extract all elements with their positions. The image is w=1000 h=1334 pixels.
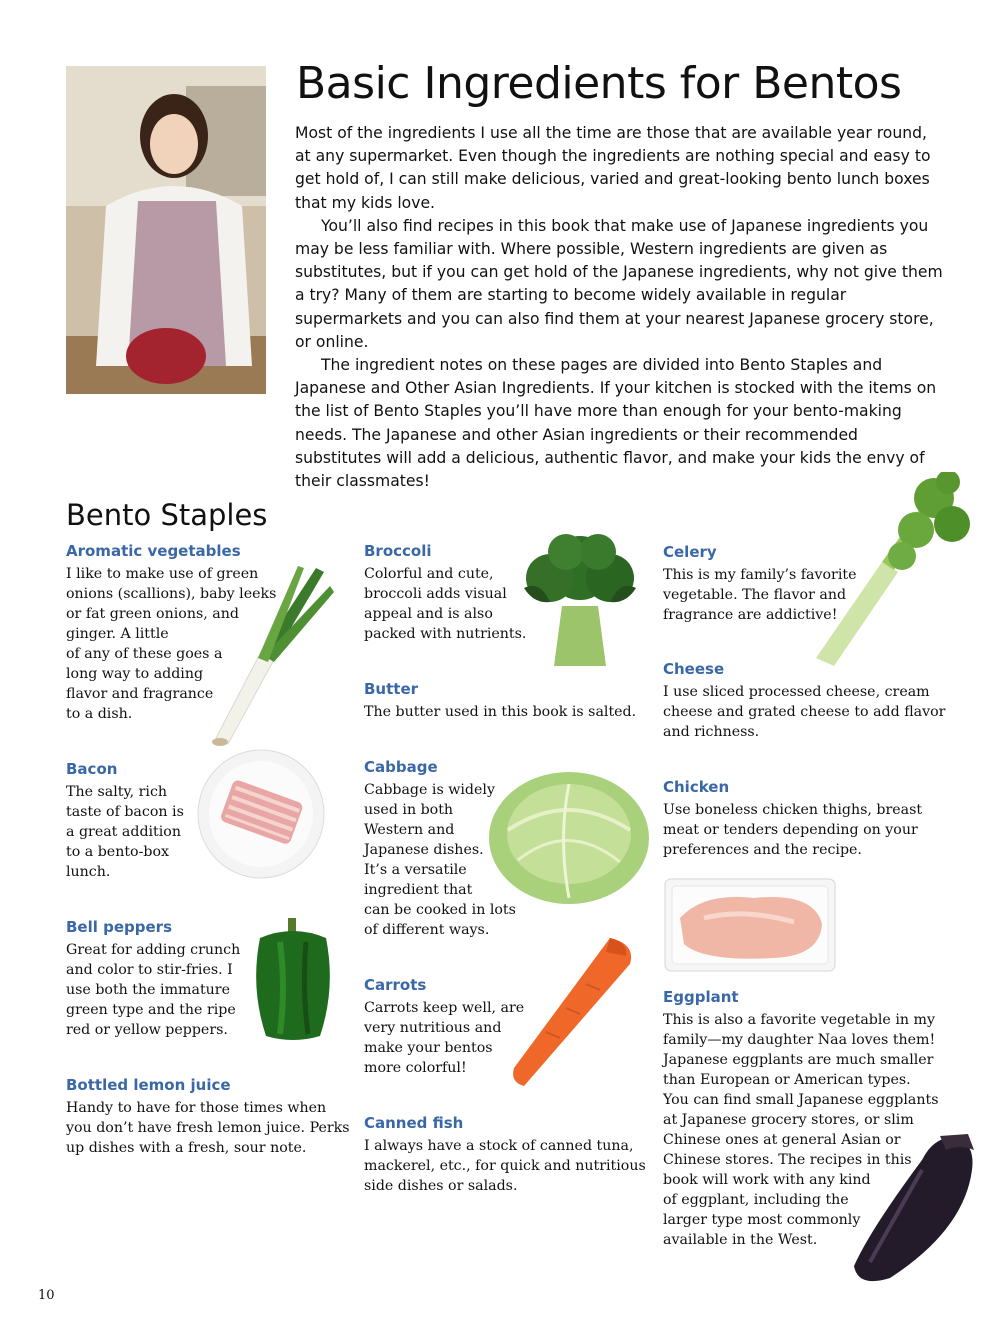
body-line: Western and	[364, 822, 455, 838]
body-line: cheese and grated cheese to add flavor	[663, 704, 946, 720]
body-line: The butter used in this book is salted.	[364, 704, 637, 720]
broccoli-image	[510, 528, 650, 670]
intro-paragraph: The ingredient notes on these pages are divided into Bento Staples and Japanese and Other Asian Ingredients. If your kitchen is stocked with the items on the list of Bento Staples you’ll have more than enough for your bento-making needs. The Japanese and other Asian ingredients or their recommended substitutes will add a delicious, authentic flavor, and make your kids the envy of their classmates!	[295, 356, 937, 491]
body-line: Chinese ones at general Asian or	[663, 1132, 901, 1148]
heading-butter: Butter	[364, 680, 419, 698]
body-line: I always have a stock of canned tuna,	[364, 1138, 634, 1154]
body-line: meat or tenders depending on your	[663, 822, 918, 838]
body-line: preferences and the recipe.	[663, 842, 862, 858]
body-bell-peppers	[66, 940, 256, 1040]
body-line: or fat green onions, and	[66, 606, 239, 622]
heading-canned-fish: Canned fish	[364, 1114, 464, 1132]
heading-broccoli: Broccoli	[364, 542, 432, 560]
body-line: a great addition	[66, 824, 181, 840]
body-line: and color to stir-fries. I	[66, 962, 233, 978]
body-line: green type and the ripe	[66, 1002, 236, 1018]
body-line: mackerel, etc., for quick and nutritious	[364, 1158, 646, 1174]
body-line: onions (scallions), baby leeks	[66, 586, 277, 602]
body-line: taste of bacon is	[66, 804, 184, 820]
heading-bottled-lemon-juice: Bottled lemon juice	[66, 1076, 231, 1094]
body-line: Cabbage is widely	[364, 782, 495, 798]
body-cheese	[663, 682, 953, 742]
body-line: side dishes or salads.	[364, 1178, 518, 1194]
body-line: Great for adding crunch	[66, 942, 241, 958]
body-line: of any of these goes a	[66, 646, 223, 662]
body-line: This is my family’s favorite	[663, 567, 857, 583]
body-line: to a dish.	[66, 706, 133, 722]
intro-text	[295, 122, 945, 493]
author-photo	[66, 66, 266, 394]
heading-chicken: Chicken	[663, 778, 730, 796]
body-line: Carrots keep well, are	[364, 1000, 525, 1016]
celery-image	[812, 472, 972, 672]
heading-aromatic-vegetables: Aromatic vegetables	[66, 542, 241, 560]
chicken-image	[664, 878, 836, 972]
heading-cabbage: Cabbage	[364, 758, 438, 776]
body-canned-fish	[364, 1136, 654, 1196]
body-line: you don’t have fresh lemon juice. Perks	[66, 1120, 350, 1136]
page-title: Basic Ingredients for Bentos	[296, 58, 902, 109]
body-line: Japanese dishes.	[364, 842, 484, 858]
body-line: I use sliced processed cheese, cream	[663, 684, 930, 700]
body-line: fragrance are addictive!	[663, 607, 838, 623]
body-line: larger type most commonly	[663, 1212, 861, 1228]
body-line: appeal and is also	[364, 606, 493, 622]
body-line: packed with nutrients.	[364, 626, 527, 642]
cabbage-image	[488, 770, 650, 906]
body-line: Use boneless chicken thighs, breast	[663, 802, 923, 818]
body-line: vegetable. The flavor and	[663, 587, 847, 603]
heading-bacon: Bacon	[66, 760, 118, 778]
section-title: Bento Staples	[66, 498, 268, 532]
body-line: You can find small Japanese eggplants	[663, 1092, 939, 1108]
heading-celery: Celery	[663, 543, 717, 561]
body-butter	[364, 702, 654, 722]
body-line: available in the West.	[663, 1232, 818, 1248]
body-carrots	[364, 998, 524, 1078]
body-line: I like to make use of green	[66, 566, 259, 582]
eggplant-image	[850, 1130, 980, 1286]
body-line: make your bentos	[364, 1040, 493, 1056]
heading-bell-peppers: Bell peppers	[66, 918, 172, 936]
body-chicken	[663, 800, 953, 860]
body-line: flavor and fragrance	[66, 686, 214, 702]
body-line: of different ways.	[364, 922, 490, 938]
body-line: ingredient that	[364, 882, 473, 898]
body-line: at Japanese grocery stores, or slim	[663, 1112, 914, 1128]
body-line: up dishes with a fresh, sour note.	[66, 1140, 307, 1156]
body-broccoli	[364, 564, 527, 644]
heading-carrots: Carrots	[364, 976, 427, 994]
body-line: very nutritious and	[364, 1020, 502, 1036]
leek-image	[198, 562, 338, 748]
heading-eggplant: Eggplant	[663, 988, 739, 1006]
body-line: Japanese eggplants are much smaller	[663, 1052, 934, 1068]
body-line: long way to adding	[66, 666, 204, 682]
page-number: 10	[38, 1288, 55, 1303]
body-line: Colorful and cute,	[364, 566, 494, 582]
heading-cheese: Cheese	[663, 660, 725, 678]
body-line: of eggplant, including the	[663, 1192, 849, 1208]
bacon-image	[196, 748, 326, 880]
body-line: Chinese stores. The recipes in this	[663, 1152, 912, 1168]
intro-paragraph: You’ll also find recipes in this book that make use of Japanese ingredients you may be less familiar with. Where possible, Western ingredients are given as substitutes, but if you can get hold of the Japanese ingredients, why not give them a try? Many of them are starting to become widely available in regular supermarkets and you can also find them at your nearest Japanese grocery store, or online.	[295, 216, 943, 351]
body-line: broccoli adds visual	[364, 586, 507, 602]
body-bottled-lemon-juice	[66, 1098, 356, 1158]
body-line: can be cooked in lots	[364, 902, 516, 918]
body-line: family—my daughter Naa loves them!	[663, 1032, 936, 1048]
body-line: This is also a favorite vegetable in my	[663, 1012, 935, 1028]
bell-pepper-image	[250, 918, 336, 1042]
body-line: Handy to have for those times when	[66, 1100, 327, 1116]
body-line: It’s a versatile	[364, 862, 467, 878]
body-line: to a bento-box	[66, 844, 169, 860]
body-line: ginger. A little	[66, 626, 169, 642]
body-line: red or yellow peppers.	[66, 1022, 228, 1038]
intro-paragraph: Most of the ingredients I use all the time are those that are available year round, at any supermarket. Even though the ingredients are nothing special and easy to get hold of, I can still make delicious, varied and great-looking bento lunch boxes that my kids love.	[295, 124, 931, 212]
body-line: The salty, rich	[66, 784, 168, 800]
carrot-image	[506, 932, 638, 1090]
body-line: used in both	[364, 802, 454, 818]
body-line: book will work with any kind	[663, 1172, 871, 1188]
body-line: more colorful!	[364, 1060, 467, 1076]
body-line: use both the immature	[66, 982, 230, 998]
body-bacon	[66, 782, 216, 882]
body-line: than European or American types.	[663, 1072, 911, 1088]
body-line: lunch.	[66, 864, 111, 880]
body-line: and richness.	[663, 724, 760, 740]
